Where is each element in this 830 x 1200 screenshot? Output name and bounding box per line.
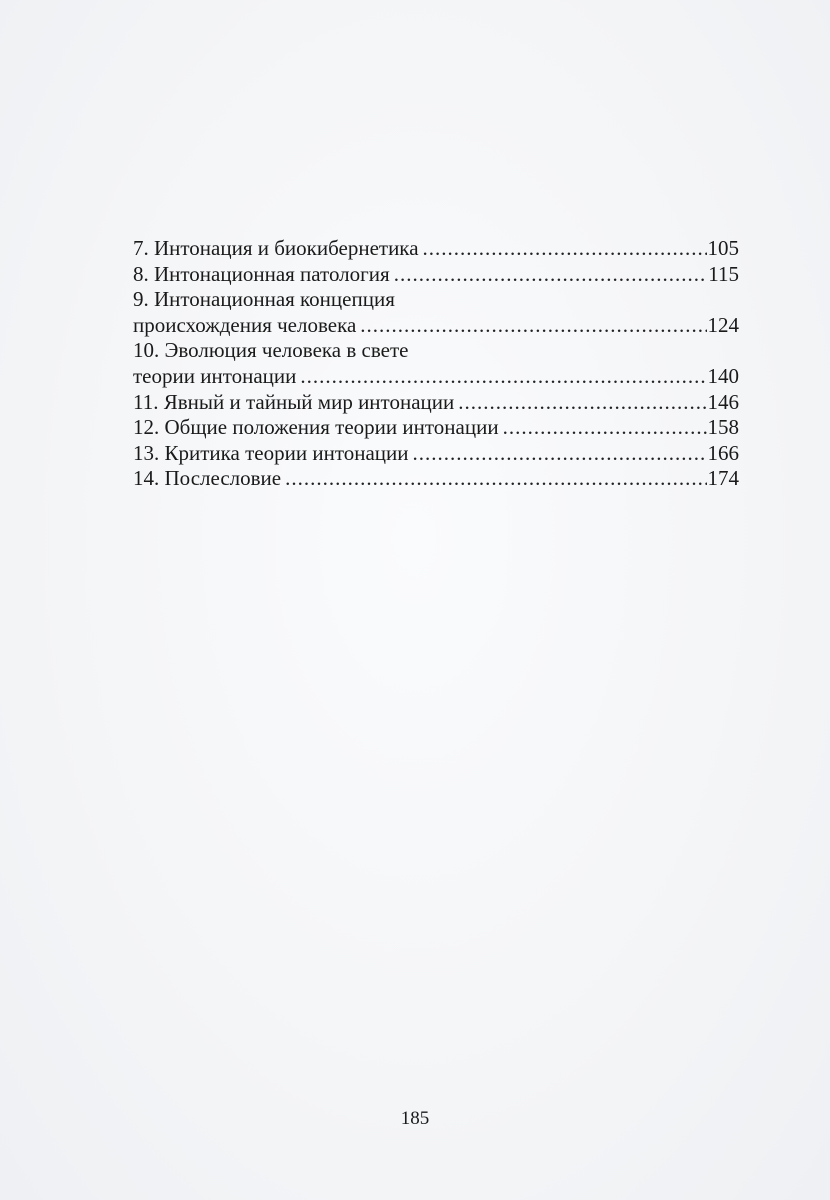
dot-leader (360, 313, 706, 339)
toc-entry-line (133, 338, 739, 364)
dot-leader (394, 262, 708, 288)
page-number: 185 (400, 1108, 430, 1129)
dot-leader (285, 466, 706, 492)
toc-entry (133, 415, 739, 441)
toc-entry-line (133, 313, 739, 339)
toc-entry-page: 166 (707, 440, 739, 465)
toc-entry (133, 466, 739, 492)
table-of-contents (133, 236, 739, 492)
toc-entry-title-continued: теории интонации (133, 363, 297, 388)
toc-entry (133, 262, 739, 288)
dot-leader (413, 441, 707, 467)
dot-leader (300, 364, 706, 390)
toc-entry-line (133, 287, 739, 313)
toc-entry-title: 9. Интонационная концепция (133, 287, 395, 312)
toc-entry-line (133, 364, 739, 390)
toc-entry-page: 124 (707, 312, 739, 337)
toc-entry-title: 12. Общие положения теории интонации (133, 415, 499, 440)
toc-entry (133, 441, 739, 467)
toc-entry-page: 158 (707, 415, 739, 440)
toc-entry-title: 10. Эволюция человека в свете (133, 338, 409, 363)
toc-entry-page: 115 (708, 261, 739, 286)
toc-entry-line (133, 466, 739, 492)
toc-entry-line (133, 390, 739, 416)
toc-entry-line (133, 236, 739, 262)
toc-entry-line (133, 415, 739, 441)
toc-entry-title: 13. Критика теории интонации (133, 440, 409, 465)
toc-entry-title-continued: происхождения человека (133, 312, 357, 337)
toc-entry-page: 105 (707, 236, 739, 260)
toc-entry-title: 8. Интонационная патология (133, 261, 390, 286)
toc-entry (133, 390, 739, 416)
toc-entry-line (133, 441, 739, 467)
dot-leader (503, 415, 707, 441)
dot-leader (458, 390, 706, 416)
toc-entry (133, 338, 739, 389)
dot-leader (423, 236, 707, 262)
toc-entry-line (133, 262, 739, 288)
toc-entry-page: 140 (707, 363, 739, 388)
toc-entry (133, 287, 739, 338)
toc-entry-page: 146 (707, 389, 739, 414)
toc-entry-page: 174 (707, 466, 739, 491)
toc-entry-title: 11. Явный и тайный мир интонации (133, 389, 455, 414)
toc-entry (133, 236, 739, 262)
toc-entry-title: 7. Интонация и биокибернетика (133, 236, 419, 260)
toc-entry-title: 14. Послесловие (133, 466, 282, 491)
